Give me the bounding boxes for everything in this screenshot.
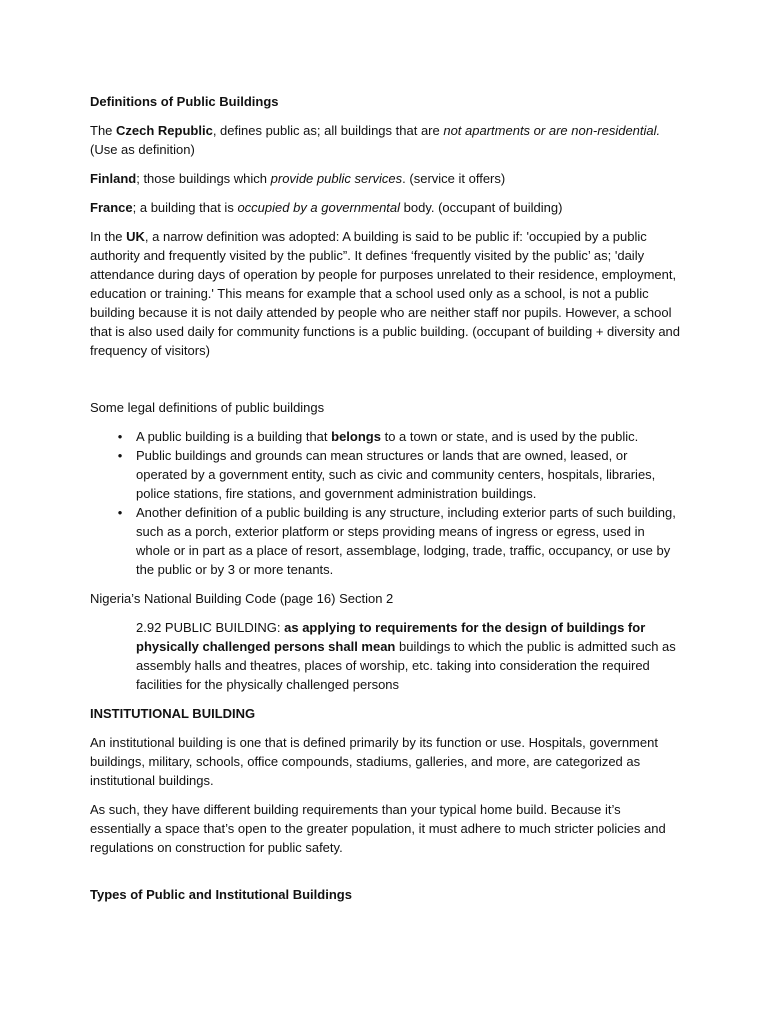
bullet-icon: • [117,505,123,520]
institutional-para-1: An institutional building is one that is defined primarily by its function or use. Hospitals, government buildings, military, schools, office compounds, stadiums, galleries, and more, are categorized as institutional buildings. [90,735,658,788]
nigeria-code-quote [136,618,682,694]
uk-prefix: In the [90,229,127,244]
finland-mid: ; those buildings which [136,171,271,186]
finland-country: Finland [90,171,137,186]
france-definition [90,198,682,217]
section-title-types: Types of Public and Institutional Buildings [90,887,352,902]
list-item [90,503,682,579]
uk-country: UK [126,229,145,244]
finland-emphasis: provide public services [270,171,403,186]
section-title-definitions: Definitions of Public Buildings [90,94,279,109]
bullet-icon: • [117,448,123,463]
finland-definition [90,169,682,188]
czech-emphasis: not apartments or are non-residential. [443,123,661,138]
bullet-icon: • [117,429,123,444]
czech-country: Czech Republic [116,123,213,138]
item1-pre: A public building is a building that [136,429,332,444]
document-body [90,92,682,914]
czech-definition [90,121,682,159]
france-mid: ; a building that is [132,200,238,215]
institutional-para-2: As such, they have different building requirements than your typical home build. Because it’s essentially a space that’s open to the greater population, it must adhere to much stricter policies and regulations on construction for public safety. [90,802,666,855]
list-item [90,446,682,503]
nigeria-rest: buildings to which the public is admitted such as assembly halls and theatres, places of worship, etc. taking into consideration the required facilities for the physically challenged persons [136,639,676,692]
blank-line [90,370,682,398]
item1-bold: belongs [331,429,381,444]
czech-mid: , defines public as; all buildings that are [212,123,444,138]
nigeria-heading: Nigeria’s National Building Code (page 16) Section 2 [90,591,394,606]
czech-prefix: The [90,123,117,138]
legal-definitions-list [90,427,682,579]
finland-suffix: . (service it offers) [402,171,506,186]
blank-line [90,867,682,885]
uk-text: , a narrow definition was adopted: A building is said to be public if: 'occupied by a public authority and frequently visited by the public”. It defines ‘frequently visited by the public’ as; 'daily attendance during days of operation by people for purposes unrelated to their residence, employment, education or training.' This means for example that a school used only as a school, is not a public building because it is not daily attended by people who are neither staff nor pupils. However, a school that is also used daily for community functions is a public building. (occupant of building + diversity and frequency of visitors) [90,229,681,358]
uk-definition [90,227,682,360]
section-title-institutional: INSTITUTIONAL BUILDING [90,706,256,721]
nigeria-label: 2.92 PUBLIC BUILDING: [136,620,285,635]
item1-post: to a town or state, and is used by the public. [380,429,639,444]
list-item [90,427,682,446]
czech-suffix: (Use as definition) [90,142,195,157]
france-emphasis: occupied by a governmental [237,200,401,215]
legal-intro: Some legal definitions of public buildings [90,400,325,415]
item3-text: Another definition of a public building is any structure, including exterior parts of such building, such as a porch, exterior platform or steps providing means of ingress or egress, used in whole or in part as a place of resort, assemblage, lodging, trade, traffic, occupancy, or use by the public or by 3 or more tenants. [136,505,676,577]
item2-text: Public buildings and grounds can mean structures or lands that are owned, leased, or operated by a government entity, such as civic and community centers, hospitals, libraries, police stations, fire stations, and government administration buildings. [136,448,656,501]
france-country: France [90,200,133,215]
nigeria-bold: as applying to requirements for the design of buildings for physically challenged persons shall mean [136,620,646,654]
france-suffix: body. (occupant of building) [400,200,563,215]
